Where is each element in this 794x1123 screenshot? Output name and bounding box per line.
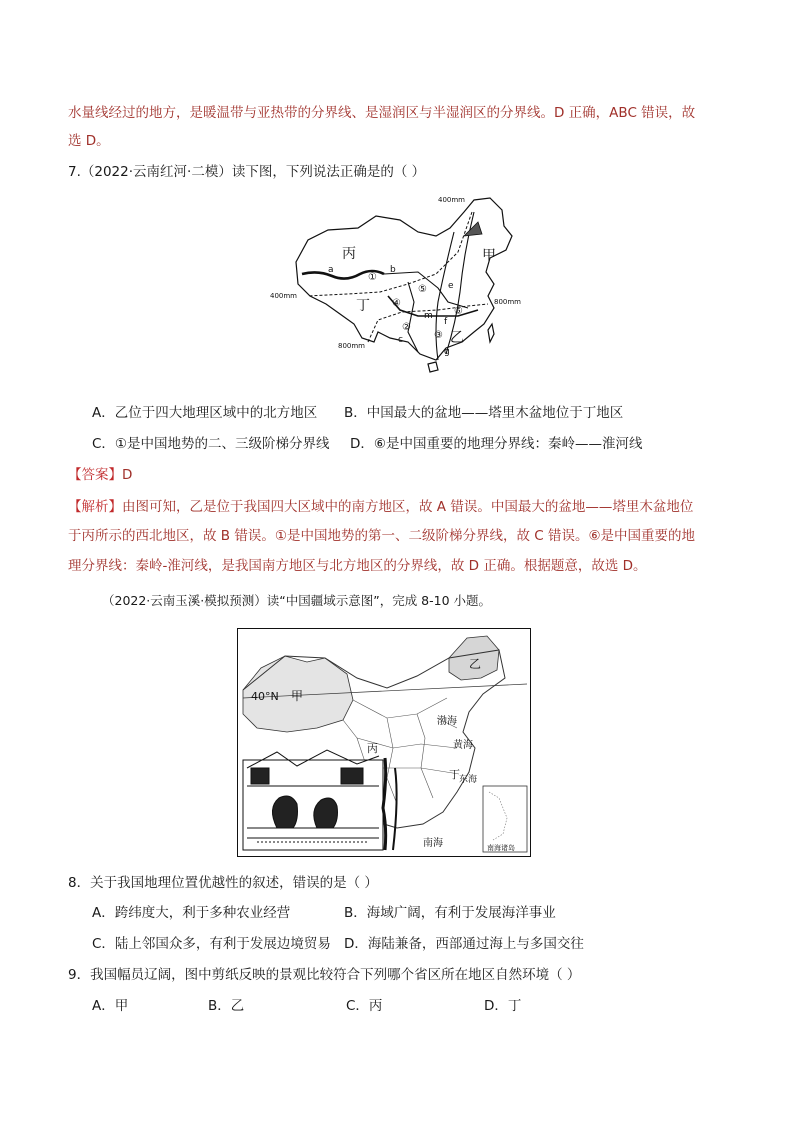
map-label-b: b bbox=[390, 265, 396, 275]
map2-label-lat: 40°N bbox=[251, 690, 279, 703]
group-intro: （2022·云南玉溪·模拟预测）读“中国疆域示意图”，完成 8-10 小题。 bbox=[102, 593, 492, 608]
q9-option-d: D．丁 bbox=[484, 998, 522, 1014]
q7-option-c: C．①是中国地势的二、三级阶梯分界线 bbox=[92, 436, 330, 452]
map-label-e: e bbox=[448, 281, 454, 291]
q7-map-figure bbox=[268, 192, 530, 392]
q9-stem: 9．我国幅员辽阔，图中剪纸反映的景观比较符合下列哪个省区所在地区自然环境（ ） bbox=[68, 967, 581, 983]
prev-explanation-line2: 选 D。 bbox=[68, 133, 110, 149]
map2-label-yi: 乙 bbox=[469, 657, 482, 671]
analysis-tag: 【解析】 bbox=[68, 499, 122, 515]
analysis-text-1: 由图可知，乙是位于我国四大区域中的南方地区，故 A 错误。中国最大的盆地——塔里木盆地位 bbox=[122, 499, 694, 515]
map2-label-bohai: 渤海 bbox=[437, 716, 457, 727]
q8-option-c: C．陆上邻国众多，有利于发展边境贸易 bbox=[92, 936, 331, 952]
answer-tag: 【答案】 bbox=[68, 467, 122, 483]
q8-option-b: B．海域广阔，有利于发展海洋事业 bbox=[344, 905, 556, 921]
q8-map-figure bbox=[237, 628, 531, 857]
map-label-ding: 丁 bbox=[356, 298, 370, 314]
q7-option-d: D．⑥是中国重要的地理分界线：秦岭——淮河线 bbox=[350, 436, 643, 452]
map2-label-inset: 南海诸岛 bbox=[487, 844, 515, 852]
q7-option-a: A．乙位于四大地理区域中的北方地区 bbox=[92, 405, 318, 421]
map-label-800mm-right: 800mm bbox=[494, 298, 521, 306]
map-label-a: a bbox=[328, 265, 334, 275]
map-label-400mm-top: 400mm bbox=[438, 196, 465, 204]
q9-option-a: A．甲 bbox=[92, 998, 129, 1014]
map2-label-nanhai: 南海 bbox=[423, 838, 443, 849]
q8-option-d: D．海陆兼备，西部通过海上与多国交往 bbox=[344, 936, 584, 952]
map-label-bing: 丙 bbox=[342, 246, 356, 262]
map-label-f: f bbox=[444, 317, 448, 327]
q7-stem: 7.（2022·云南红河·二模）读下图，下列说法正确是的（ ） bbox=[68, 164, 426, 180]
q8-option-a: A．跨纬度大，利于多种农业经营 bbox=[92, 905, 291, 921]
q7-analysis-line2: 于丙所示的西北地区，故 B 错误。①是中国地势的第一、二级阶梯分界线，故 C 错误。⑥是中国重要的地 bbox=[68, 528, 696, 544]
q7-option-b: B．中国最大的盆地——塔里木盆地位于丁地区 bbox=[344, 405, 624, 421]
map2-label-huanghai: 黄海 bbox=[453, 740, 473, 751]
prev-explanation-line1: 水量线经过的地方，是暖温带与亚热带的分界线、是湿润区与半湿润区的分界线。D 正确，ABC 错误，故 bbox=[68, 105, 696, 121]
map-label-400mm-left: 400mm bbox=[270, 292, 297, 300]
map-label-n4: ④ bbox=[392, 298, 401, 309]
q8-stem: 8．关于我国地理位置优越性的叙述，错误的是（ ） bbox=[68, 875, 378, 891]
answer-value: D bbox=[122, 467, 133, 483]
map-label-yi: 乙 bbox=[450, 330, 464, 346]
q9-option-b: B．乙 bbox=[208, 998, 245, 1014]
map-label-g: g bbox=[444, 347, 450, 357]
map-label-m: m bbox=[424, 311, 433, 321]
map-label-800mm-bottom: 800mm bbox=[338, 342, 365, 350]
map2-label-donghai: 东海 bbox=[459, 775, 478, 785]
q7-analysis-line3: 理分界线：秦岭-淮河线，是我国南方地区与北方地区的分界线，故 D 正确。根据题意，故选 D。 bbox=[68, 558, 647, 574]
map-label-jia: 甲 bbox=[482, 248, 496, 264]
map-label-n1: ① bbox=[368, 272, 377, 283]
map2-label-ding: 丁 bbox=[449, 768, 460, 781]
map-label-n5: ⑤ bbox=[418, 284, 427, 295]
map-label-n6: ⑥ bbox=[454, 306, 463, 317]
map-label-n3: ③ bbox=[434, 330, 443, 341]
map2-label-jia: 甲 bbox=[291, 689, 304, 703]
map-label-c: c bbox=[398, 335, 403, 345]
q9-option-c: C．丙 bbox=[346, 998, 383, 1014]
q7-answer bbox=[68, 465, 132, 485]
map-label-n2: ② bbox=[402, 322, 411, 333]
map2-label-bing: 丙 bbox=[367, 742, 378, 755]
q7-analysis-line1 bbox=[68, 497, 693, 517]
